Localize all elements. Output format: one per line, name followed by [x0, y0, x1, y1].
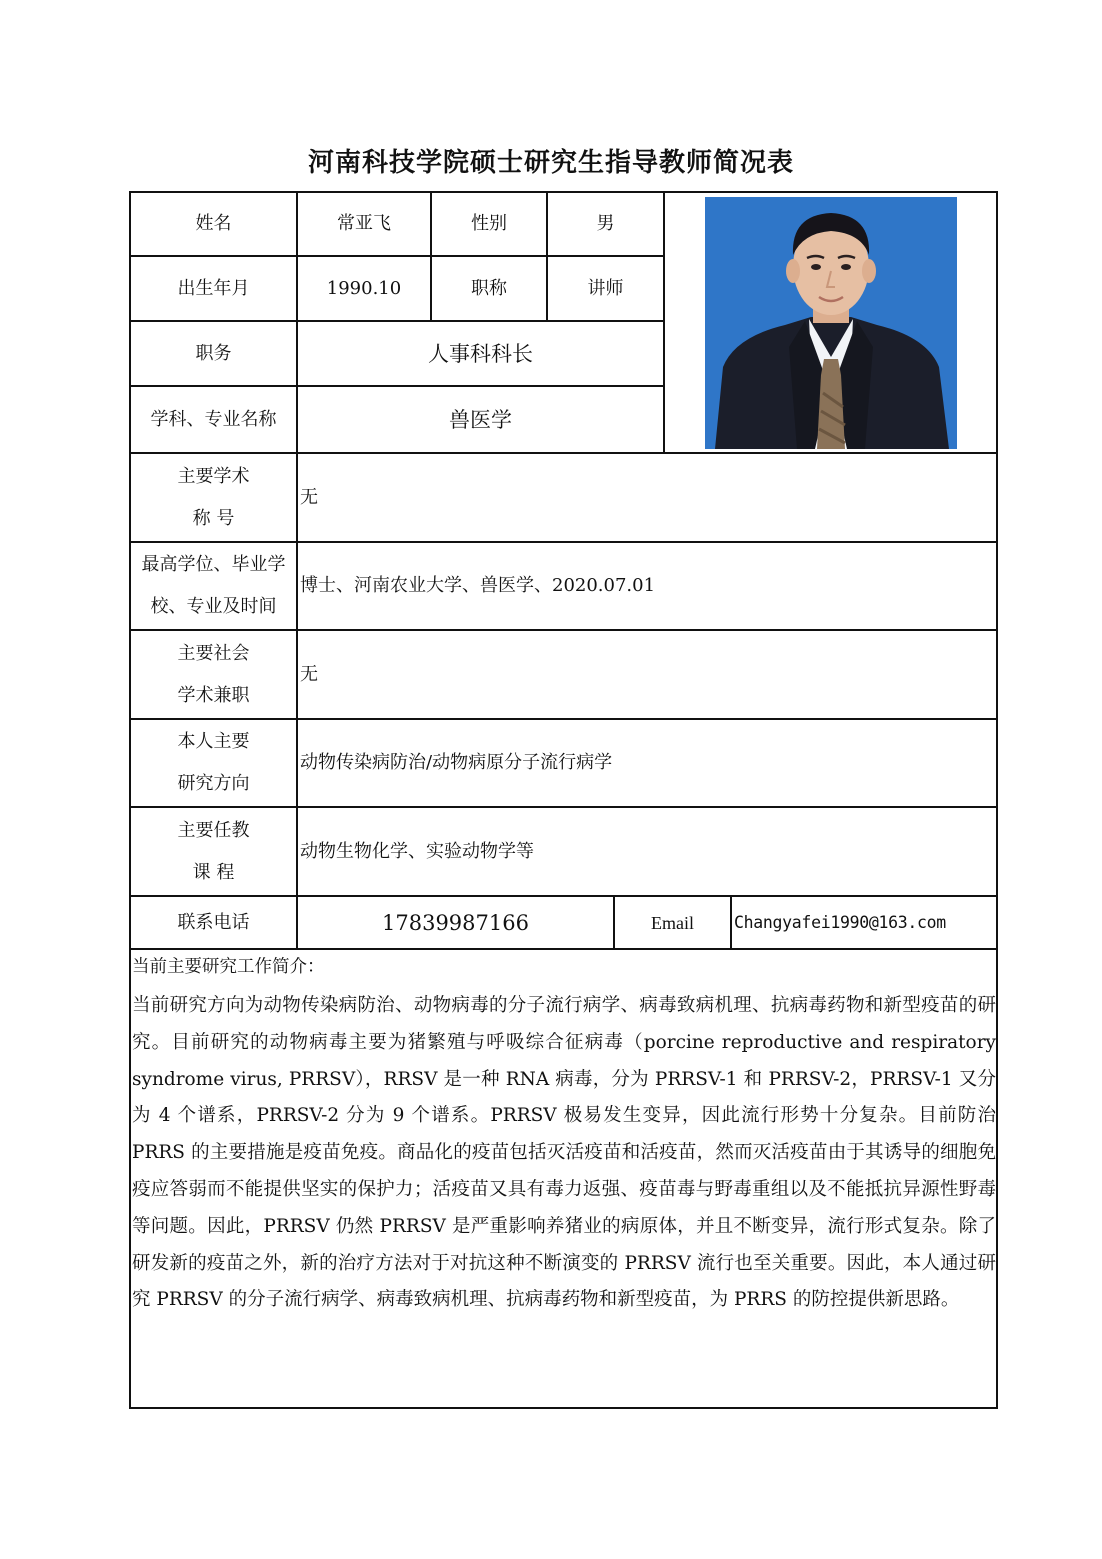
label-research — [131, 720, 296, 806]
label-name: 姓名 — [195, 213, 232, 234]
value-email: Changyafei1990@163.com — [734, 912, 946, 932]
value-degree: 博士、河南农业大学、兽医学、2020.07.01 — [300, 575, 656, 596]
label-rank: 职称 — [471, 277, 507, 299]
summary-body: 当前研究方向为动物传染病防治、动物病毒的分子流行病学、病毒致病机理、抗病毒药物和新型疫苗的研究。目前研究的动物病毒主要为猪繁殖与呼吸综合征病毒（porcine reproductive and respiratory syndrome virus, PRRSV），RRSV 是一种 RNA 病毒，分为 PRRSV-1 和 PRRSV-2，PRRSV-1 又分为 4 个谱系，PRRSV-2 分为 9 个谱系。PRRSV 极易发生变异，因此流行形势十分复杂。目前防治 PRRS 的主要措施是疫苗免疫。商品化的疫苗包括灭活疫苗和活疫苗，然而灭活疫苗由于其诱导的细胞免疫应答弱而不能提供坚实的保护力；活疫苗又具有毒力返强、疫苗毒与野毒重组以及不能抵抗异源性野毒等问题。因此，PRRSV 仍然 PRRSV 是严重影响养猪业的病原体，并且不断变异，流行形式复杂。除了研发新的疫苗之外，新的治疗方法对于对抗这种不断演变的 PRRSV 流行也至关重要。因此，本人通过研究 PRRSV 的分子流行病学、病毒致病机理、抗病毒药物和新型疫苗，为 PRRS 的防控提供新思路。 — [132, 995, 996, 1311]
portrait-photo — [705, 197, 957, 449]
value-research: 动物传染病防治/动物病原分子流行病学 — [300, 752, 613, 773]
label-social — [131, 631, 296, 718]
row-line — [129, 948, 998, 950]
label-honor-line2: 称 号 — [192, 507, 235, 529]
value-course: 动物生物化学、实验动物学等 — [300, 840, 534, 862]
label-social-line2: 学术兼职 — [177, 684, 250, 706]
value-rank: 讲师 — [587, 277, 624, 299]
label-phone: 联系电话 — [177, 911, 250, 933]
label-honor-line1: 主要学术 — [177, 465, 250, 487]
portrait-illustration — [705, 197, 957, 449]
label-discipline: 学科、专业名称 — [150, 408, 277, 430]
value-social: 无 — [300, 663, 318, 685]
value-gender: 男 — [596, 213, 615, 234]
value-honor: 无 — [300, 486, 318, 508]
label-honor — [131, 454, 296, 541]
research-summary — [132, 952, 996, 1319]
value-name: 常亚飞 — [337, 213, 391, 234]
label-birth: 出生年月 — [177, 277, 250, 299]
label-degree — [131, 543, 296, 629]
col-line — [663, 191, 665, 454]
label-course-line2: 课 程 — [192, 861, 235, 883]
label-research-line2: 研究方向 — [177, 773, 250, 794]
label-course-line1: 主要任教 — [177, 819, 250, 841]
label-degree-line2: 校、专业及时间 — [150, 596, 277, 617]
label-post: 职务 — [195, 342, 232, 364]
label-gender: 性别 — [471, 213, 507, 234]
value-birth: 1990.10 — [326, 277, 402, 299]
value-discipline: 兽医学 — [449, 407, 512, 432]
label-research-line1: 本人主要 — [177, 731, 250, 752]
label-social-line1: 主要社会 — [177, 642, 250, 664]
label-course — [131, 808, 296, 895]
label-degree-line1: 最高学位、毕业学 — [141, 554, 286, 575]
summary-heading: 当前主要研究工作简介： — [132, 957, 325, 977]
label-email: Email — [651, 912, 694, 933]
value-phone: 17839987166 — [382, 910, 529, 935]
value-post: 人事科科长 — [428, 341, 533, 366]
page-title: 河南科技学院硕士研究生指导教师简况表 — [307, 148, 794, 178]
